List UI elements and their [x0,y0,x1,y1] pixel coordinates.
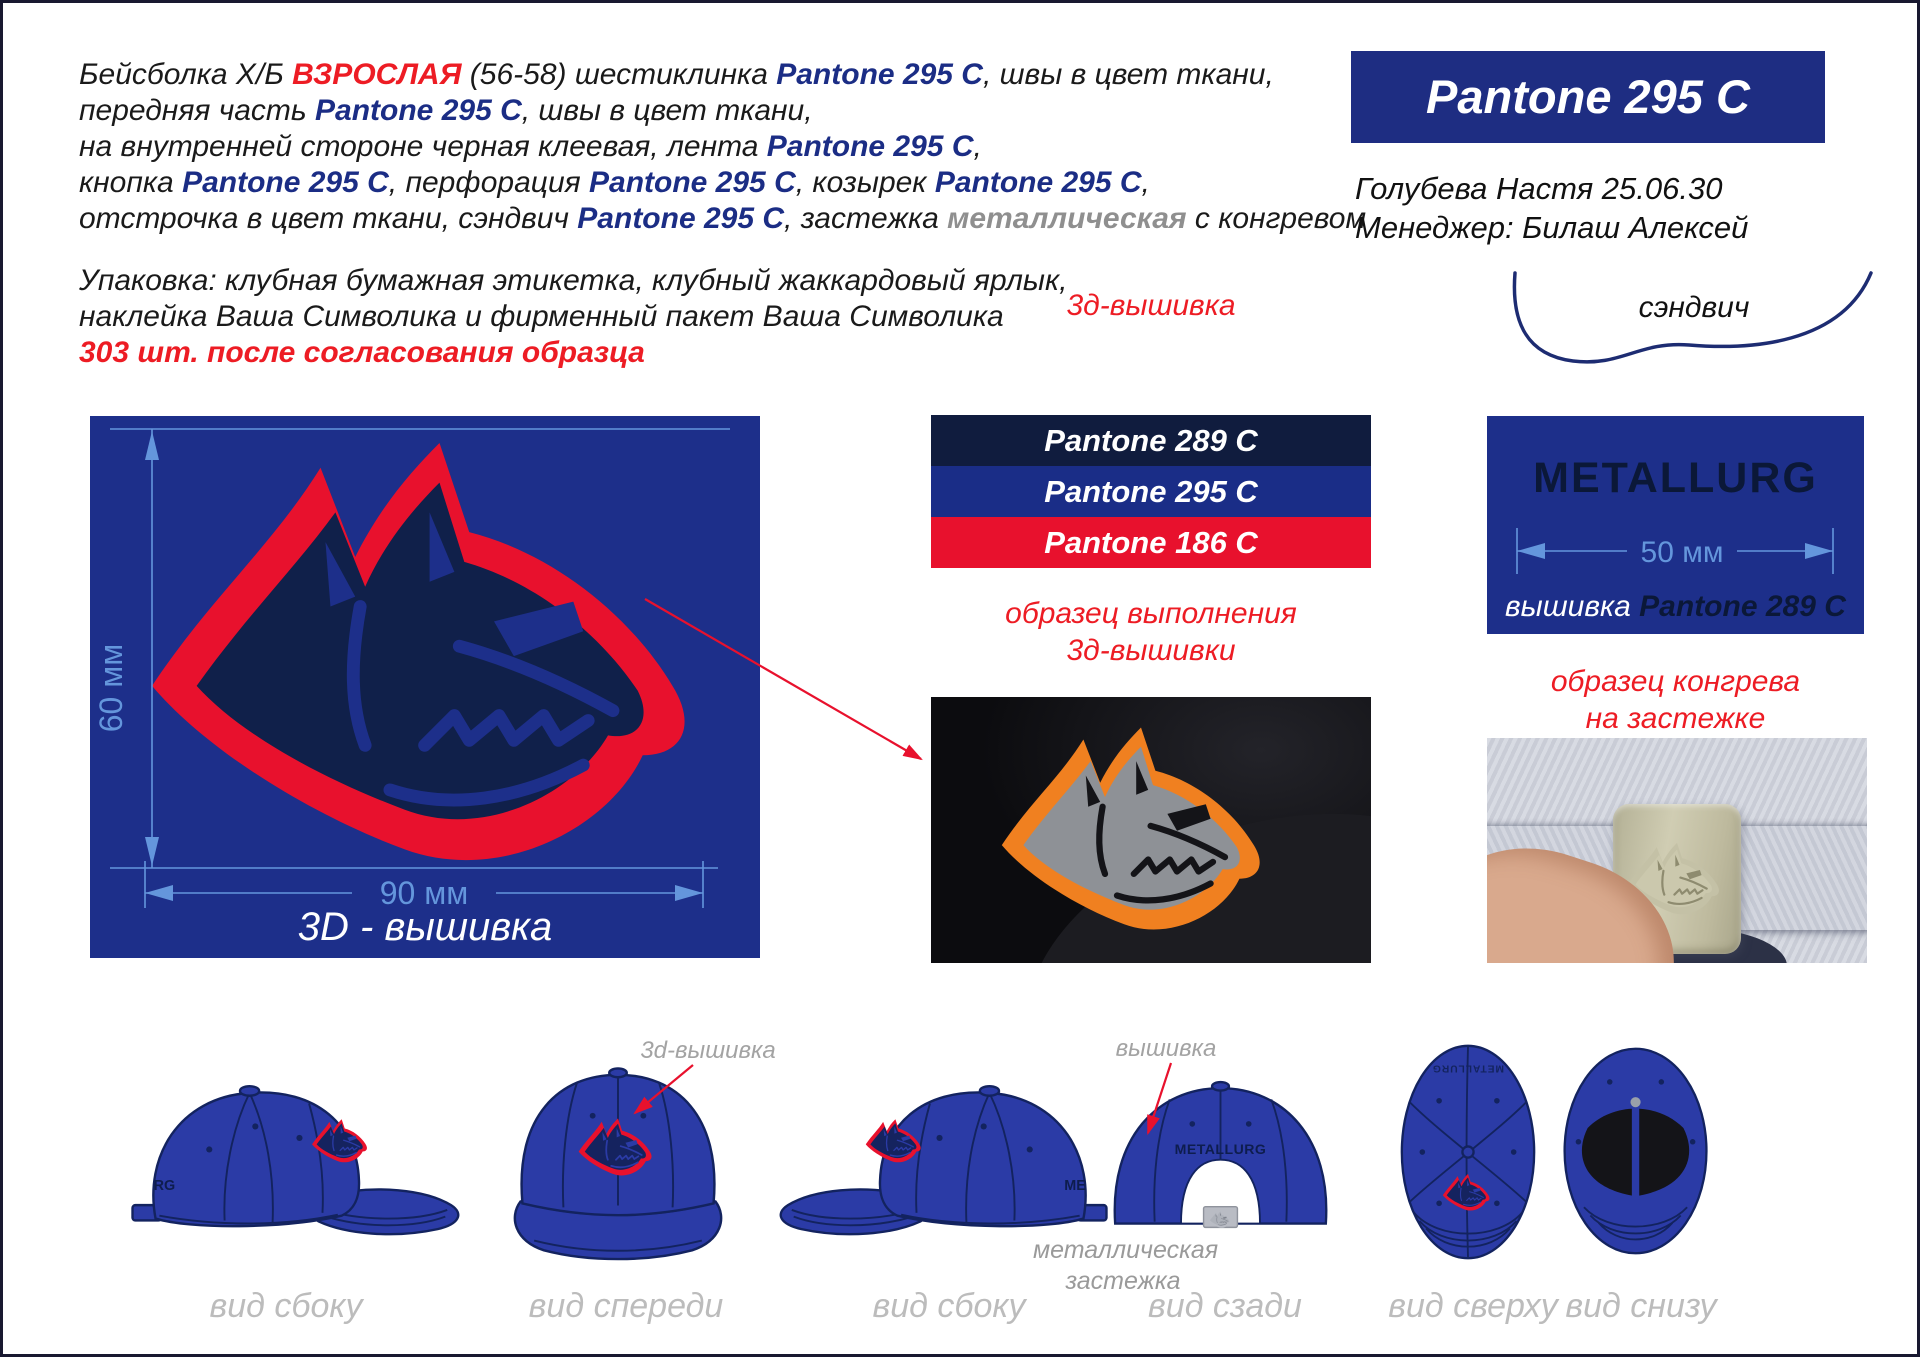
cap-view-side-left [121,1065,476,1257]
packaging-line-2: наклейка Ваша Символика и фирменный пакет Ваша Символика [79,300,1004,333]
embroidered-wolf-patch [997,725,1285,946]
color-bar-pantone-186c: Pantone 186 C [931,517,1371,568]
note-embroidery: вышивка [1115,1035,1217,1062]
spec-line-1: Бейсболка Х/Б ВЗРОСЛАЯ (56-58) шестиклинка Pantone 295 C, швы в цвет ткани, [79,58,1274,91]
cap-back-wordmark: METALLURG [1174,1141,1267,1158]
manager-line: Менеджер: Билаш Алексей [1355,210,1749,245]
color-bar-pantone-295c: Pantone 295 C [931,466,1371,517]
sandwich-visor-curve [1503,271,1883,389]
quantity-line: 303 шт. после согласования образца [79,336,645,369]
pantone-color-bars [931,415,1371,568]
sandwich-label: сэндвич [1638,291,1750,324]
embroidery-caption-word: вышивка [1505,590,1640,623]
sample-caption [931,595,1371,669]
cap-top-wordmark: METALLURG [1432,1062,1504,1074]
metallurg-wordmark: METALLURG [1533,454,1818,502]
view-label-side-2: вид сбоку [872,1287,1026,1325]
packaging-line-1: Упаковка: клубная бумажная этикетка, клубный жаккардовый ярлык, [79,264,1068,297]
congreve-caption-line-2: на застежке [1585,702,1766,735]
sample-caption-line-1: образец выполнения [1005,597,1297,630]
embroidery-caption [1505,590,1846,624]
color-bar-pantone-289c: Pantone 289 C [931,415,1371,466]
spec-line-3: на внутренней стороне черная клеевая, лента Pantone 295 C, [79,130,982,163]
dim-height-label: 60 мм [93,643,129,733]
spec-line-2: передняя часть Pantone 295 C, швы в цвет ткани, [79,94,813,127]
embroidery-3d-title: 3д-вышивка [1066,289,1236,322]
sample-caption-line-2: 3д-вышивки [1066,634,1236,667]
cap-view-side-right [763,1065,1118,1257]
note-metal-clasp-line-2: застежка [1065,1267,1181,1295]
cap-view-bottom [1560,1045,1712,1257]
view-label-bottom: вид снизу [1565,1287,1717,1325]
pantone-banner: Pantone 295 C [1351,51,1825,143]
view-label-side-1: вид сбоку [209,1287,363,1325]
author-line: Голубева Настя 25.06.30 [1355,171,1723,206]
metallurg-embroidery-box [1487,416,1864,634]
congreve-caption [1487,663,1864,737]
spec-paragraph [79,57,1366,371]
dim-width-label: 90 мм [379,875,469,911]
spec-line-5: отстрочка в цвет ткани, сэндвич Pantone 295 C, застежка металлическая с конгревом [79,202,1367,235]
cap-button [1630,1097,1640,1107]
embroidery-caption-pantone: Pantone 289 C [1639,590,1846,623]
view-label-back: вид сзади [1148,1287,1302,1325]
wordmark-dimension [1487,528,1864,594]
logo-artwork-box [90,416,760,958]
cap-view-back [1098,1075,1343,1249]
cap-view-top [1398,1043,1538,1262]
cap-side-back-text-right: ME [1064,1177,1086,1194]
credits-block [1355,169,1748,247]
embroidery-sample-photo [931,697,1371,963]
dimension-lines [90,416,760,958]
view-label-front: вид спереди [528,1287,724,1325]
cap-side-back-text: RG [153,1177,176,1194]
logo-box-caption: 3D - вышивка [297,905,553,949]
congreve-caption-line-1: образец конгрева [1550,665,1801,698]
dim-50mm-label: 50 мм [1640,536,1724,569]
spec-line-4: кнопка Pantone 295 C, перфорация Pantone 295 C, козырек Pantone 295 C, [79,166,1150,199]
note-3d-embroidery: 3d-вышивка [640,1037,776,1064]
view-label-top: вид сверху [1388,1287,1558,1325]
note-metal-clasp-line-1: металлическая [1033,1236,1219,1264]
cap-view-front [501,1059,735,1269]
clasp-sample-photo [1487,738,1867,963]
